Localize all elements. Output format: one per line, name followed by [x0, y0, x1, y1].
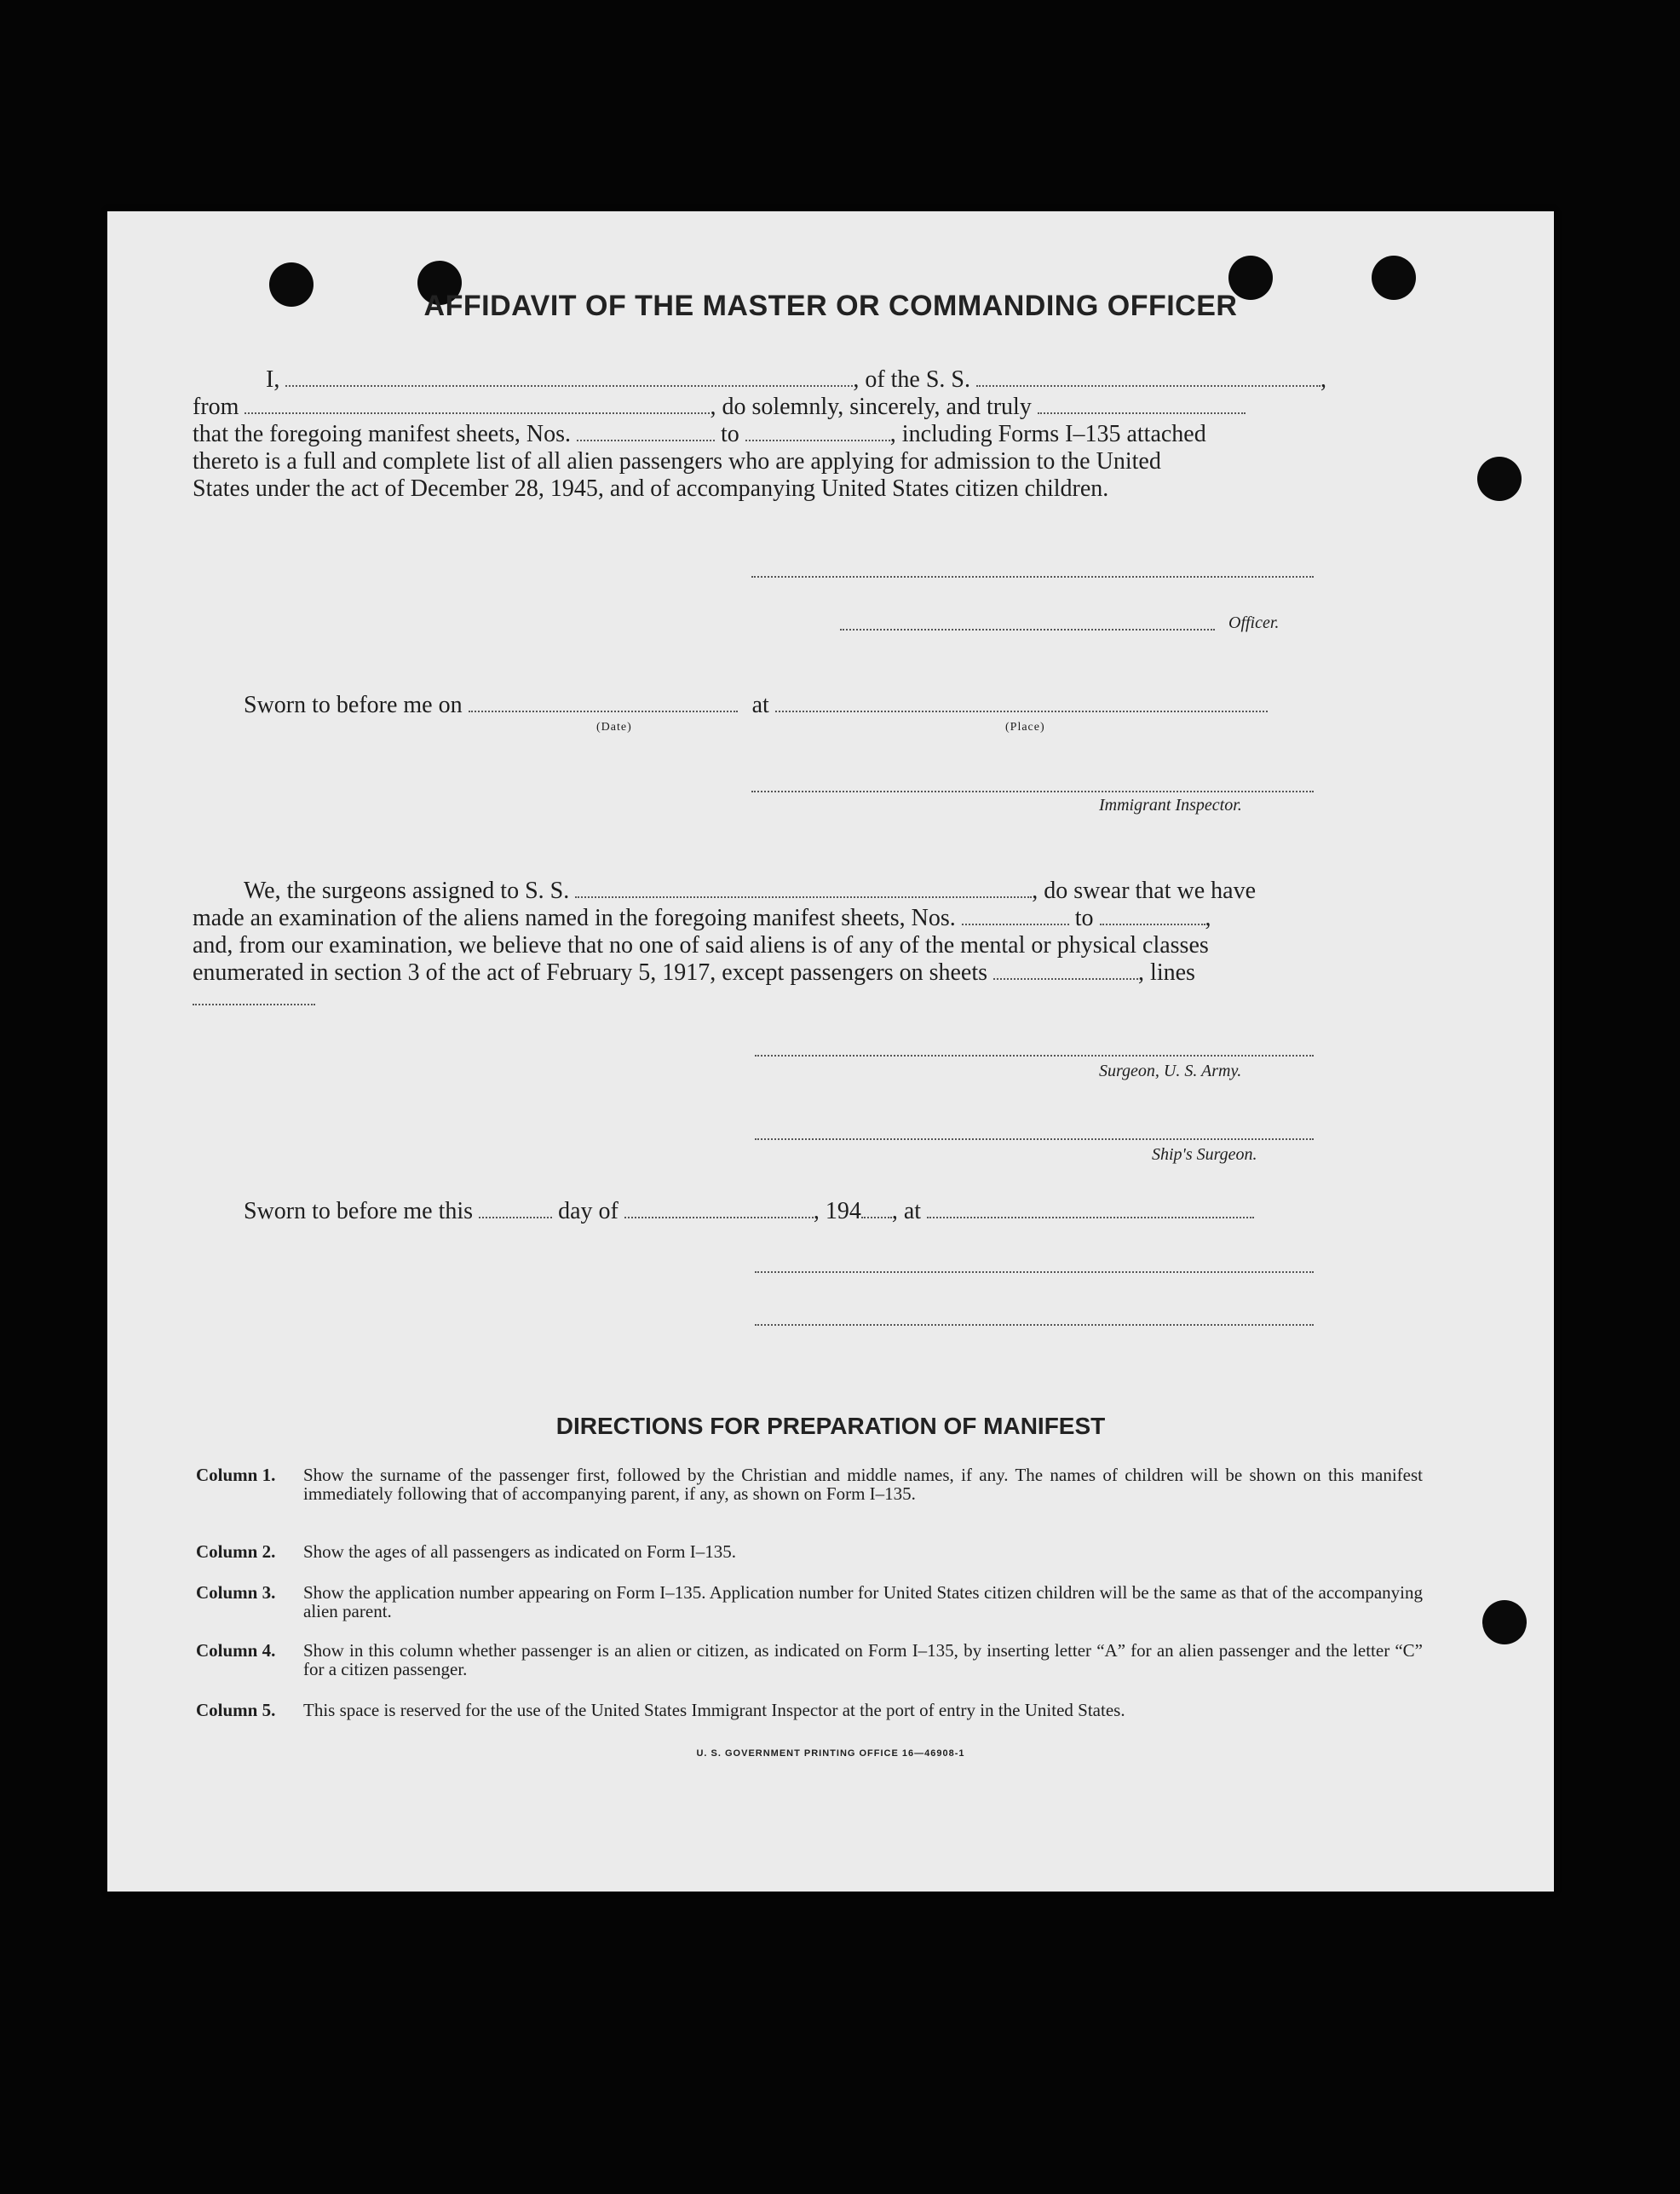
place-caption: (Place) — [1005, 721, 1045, 734]
surgeon-sheet-to-field[interactable] — [1100, 908, 1205, 925]
sworn-day-field[interactable] — [479, 1201, 552, 1218]
document-page — [107, 211, 1554, 1892]
army-surgeon-caption: Surgeon, U. S. Army. — [1099, 1062, 1242, 1080]
page-title: AFFIDAVIT OF THE MASTER OR COMMANDING OFFICER — [423, 290, 1238, 322]
surgeon-sheet-from-field[interactable] — [962, 908, 1069, 925]
affidavit-line-4: thereto is a full and complete list of all alien passengers who are applying for admission to the United — [193, 448, 1161, 475]
sheet-to-field[interactable] — [745, 424, 890, 441]
direction-item: Column 3. Show the application number appearing on Form I–135. Application number for United States citizen children will be the same as that of the accompanying alien parent. — [196, 1582, 1423, 1621]
sworn-place-field[interactable] — [775, 695, 1268, 712]
port-from-field[interactable] — [245, 397, 710, 414]
sworn-date-field[interactable] — [469, 695, 738, 712]
surgeons-line-4: enumerated in section 3 of the act of February 5, 1917, except passengers on sheets , lines — [193, 959, 1195, 986]
officer-caption: Officer. — [1228, 613, 1280, 632]
inspector-caption: Immigrant Inspector. — [1099, 796, 1242, 815]
punch-hole — [1482, 1600, 1527, 1644]
direction-item: Column 4. Show in this column whether passenger is an alien or citizen, as indicated on Form I–135, by inserting letter “A” for an alien passenger and the letter “C” for a citizen passenger. — [196, 1640, 1423, 1679]
direction-item: Column 5. This space is reserved for the use of the United States Immigrant Inspector at the port of entry in the United States. — [196, 1700, 1125, 1720]
surgeons-line-3: and, from our examination, we believe that no one of said aliens is of any of the mental or physical classes — [193, 932, 1209, 959]
affidavit-line-3: that the foregoing manifest sheets, Nos. to , including Forms I–135 attached — [193, 421, 1206, 447]
date-caption: (Date) — [596, 721, 632, 734]
ship-name-field[interactable] — [976, 370, 1320, 387]
sworn-month-field[interactable] — [624, 1201, 814, 1218]
directions-title: DIRECTIONS FOR PREPARATION OF MANIFEST — [555, 1413, 1106, 1439]
surgeons-line-1: We, the surgeons assigned to S. S. , do swear that we have — [244, 878, 1257, 904]
sworn-signature-line[interactable] — [755, 1271, 1314, 1273]
inspector-signature-line[interactable] — [751, 791, 1314, 792]
punch-hole — [1477, 457, 1522, 501]
sworn-location-field[interactable] — [927, 1201, 1254, 1218]
master-signature-line[interactable] — [751, 576, 1314, 578]
sworn-date-line: Sworn to before me on at — [244, 694, 1268, 717]
direction-item: Column 2. Show the ages of all passengers as indicated on Form I–135. — [196, 1541, 736, 1562]
officer-signature-line[interactable] — [840, 629, 1215, 631]
army-surgeon-signature-line[interactable] — [755, 1055, 1314, 1057]
sheet-from-field[interactable] — [577, 424, 715, 441]
exception-sheets-field[interactable] — [993, 963, 1138, 980]
direction-item: Column 1. Show the surname of the passenger first, followed by the Christian and middle names, if any. The names of children will be shown on this manifest immediately following that of accompanying parent, if any, as shown on Form I–135. — [196, 1465, 1423, 1504]
master-name-field[interactable] — [285, 370, 853, 387]
affidavit-line-2: from , do solemnly, sincerely, and truly — [193, 395, 1246, 419]
exception-lines-field[interactable] — [193, 1004, 315, 1005]
sworn-year-field[interactable] — [861, 1201, 892, 1218]
surgeons-line-2: made an examination of the aliens named in the foregoing manifest sheets, Nos. to , — [193, 905, 1211, 931]
surgeon-ship-field[interactable] — [575, 881, 1032, 898]
sworn-day-line: Sworn to before me this day of , 194 , at — [244, 1200, 1254, 1224]
printing-office-footer: U. S. GOVERNMENT PRINTING OFFICE 16—46908-1 — [696, 1748, 965, 1759]
affidavit-line-1: I, , of the S. S. , — [266, 366, 1327, 393]
affidavit-line-5: States under the act of December 28, 1945, and of accompanying United States citizen children. — [193, 475, 1109, 502]
ship-surgeon-caption: Ship's Surgeon. — [1152, 1145, 1257, 1164]
ship-surgeon-signature-line[interactable] — [755, 1138, 1314, 1140]
sworn-title-line[interactable] — [755, 1324, 1314, 1326]
declaration-field[interactable] — [1038, 397, 1246, 414]
